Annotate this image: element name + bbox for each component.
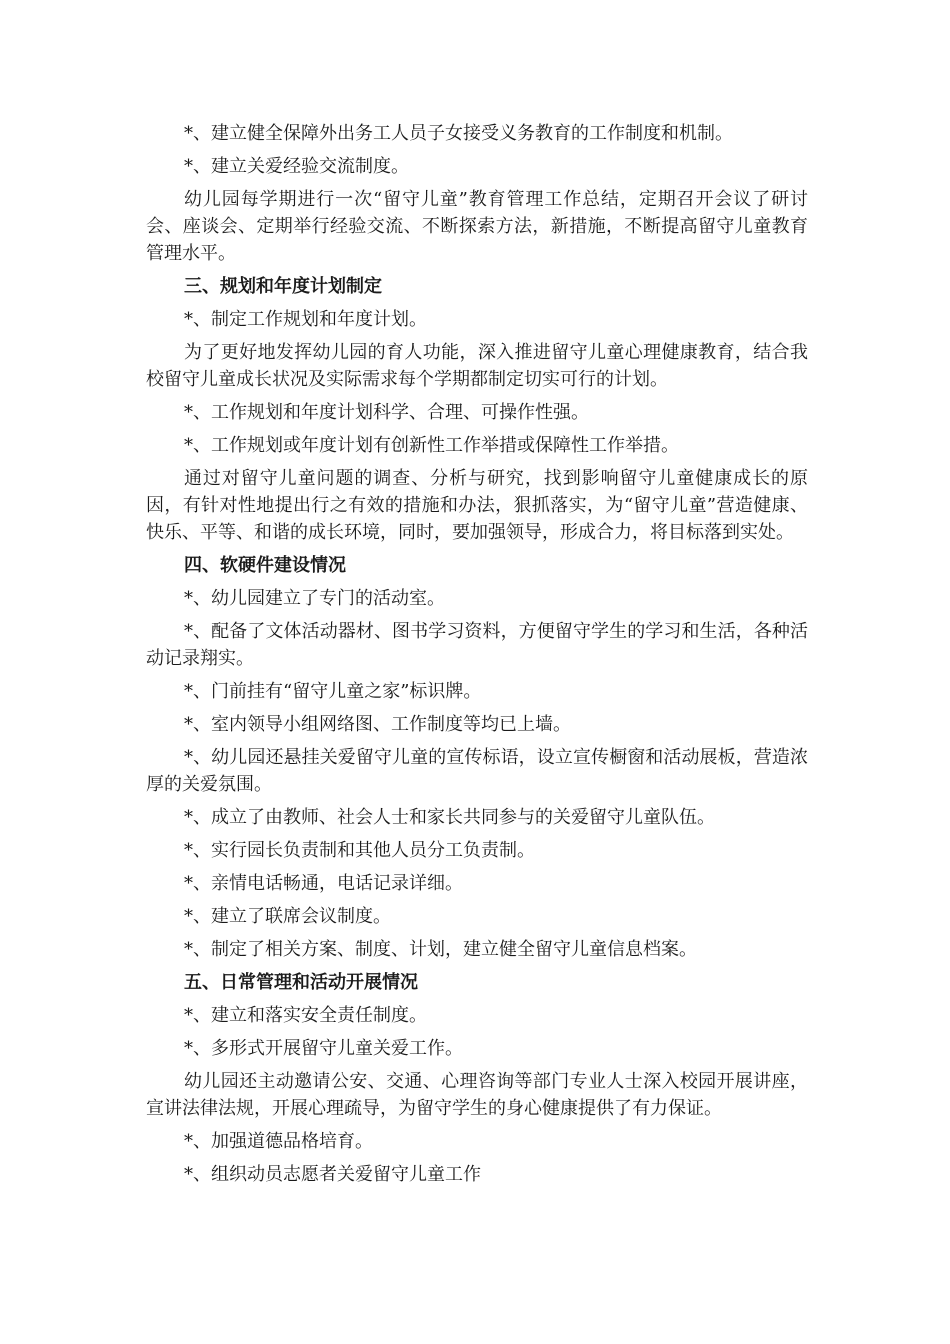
- paragraph: *、加强道德品格培育。: [184, 1131, 373, 1152]
- paragraph: *、建立健全保障外出务工人员子女接受义务教育的工作制度和机制。: [184, 123, 733, 144]
- paragraph: *、实行园长负责制和其他人员分工负责制。: [184, 840, 535, 861]
- paragraph: *、建立关爱经验交流制度。: [184, 156, 409, 177]
- section-heading: 五、日常管理和活动开展情况: [184, 972, 418, 993]
- paragraph: *、制定了相关方案、制度、计划，建立健全留守儿童信息档案。: [184, 939, 697, 960]
- paragraph: *、工作规划和年度计划科学、合理、可操作性强。: [184, 402, 589, 423]
- paragraph: *、多形式开展留守儿童关爱工作。: [184, 1038, 463, 1059]
- paragraph: 幼儿园每学期进行一次“留守儿童”教育管理工作总结，定期召开会议了研讨会、座谈会、定期举行经验交流、不断探索方法，新措施，不断提高留守儿童教育管理水平。: [146, 189, 808, 264]
- paragraph: *、幼儿园建立了专门的活动室。: [184, 588, 445, 609]
- paragraph: *、门前挂有“留守儿童之家”标识牌。: [184, 681, 482, 702]
- paragraph: 通过对留守儿童问题的调查、分析与研究，找到影响留守儿童健康成长的原因，有针对性地提出行之有效的措施和办法，狠抓落实，为“留守儿童”营造健康、快乐、平等、和谐的成长环境，同时，要加强领导，形成合力，将目标落到实处。: [146, 468, 808, 543]
- paragraph: *、成立了由教师、社会人士和家长共同参与的关爱留守儿童队伍。: [184, 807, 715, 828]
- section-heading: 四、软硬件建设情况: [184, 555, 346, 576]
- paragraph: *、室内领导小组网络图、工作制度等均已上墙。: [184, 714, 571, 735]
- paragraph: *、组织动员志愿者关爱留守儿童工作: [184, 1164, 481, 1185]
- paragraph: *、工作规划或年度计划有创新性工作举措或保障性工作举措。: [184, 435, 679, 456]
- paragraph: *、制定工作规划和年度计划。: [184, 309, 427, 330]
- paragraph: *、配备了文体活动器材、图书学习资料，方便留守学生的学习和生活，各种活动记录翔实。: [146, 621, 808, 669]
- paragraph: 为了更好地发挥幼儿园的育人功能，深入推进留守儿童心理健康教育，结合我校留守儿童成长状况及实际需求每个学期都制定切实可行的计划。: [146, 342, 808, 390]
- section-heading: 三、规划和年度计划制定: [184, 276, 382, 297]
- paragraph: 幼儿园还主动邀请公安、交通、心理咨询等部门专业人士深入校园开展讲座，宣讲法律法规，开展心理疏导，为留守学生的身心健康提供了有力保证。: [146, 1071, 808, 1119]
- paragraph: *、幼儿园还悬挂关爱留守儿童的宣传标语，设立宣传橱窗和活动展板，营造浓厚的关爱氛围。: [146, 747, 808, 795]
- document-page: [146, 120, 808, 1194]
- paragraph: *、建立和落实安全责任制度。: [184, 1005, 427, 1026]
- paragraph: *、亲情电话畅通，电话记录详细。: [184, 873, 463, 894]
- paragraph: *、建立了联席会议制度。: [184, 906, 391, 927]
